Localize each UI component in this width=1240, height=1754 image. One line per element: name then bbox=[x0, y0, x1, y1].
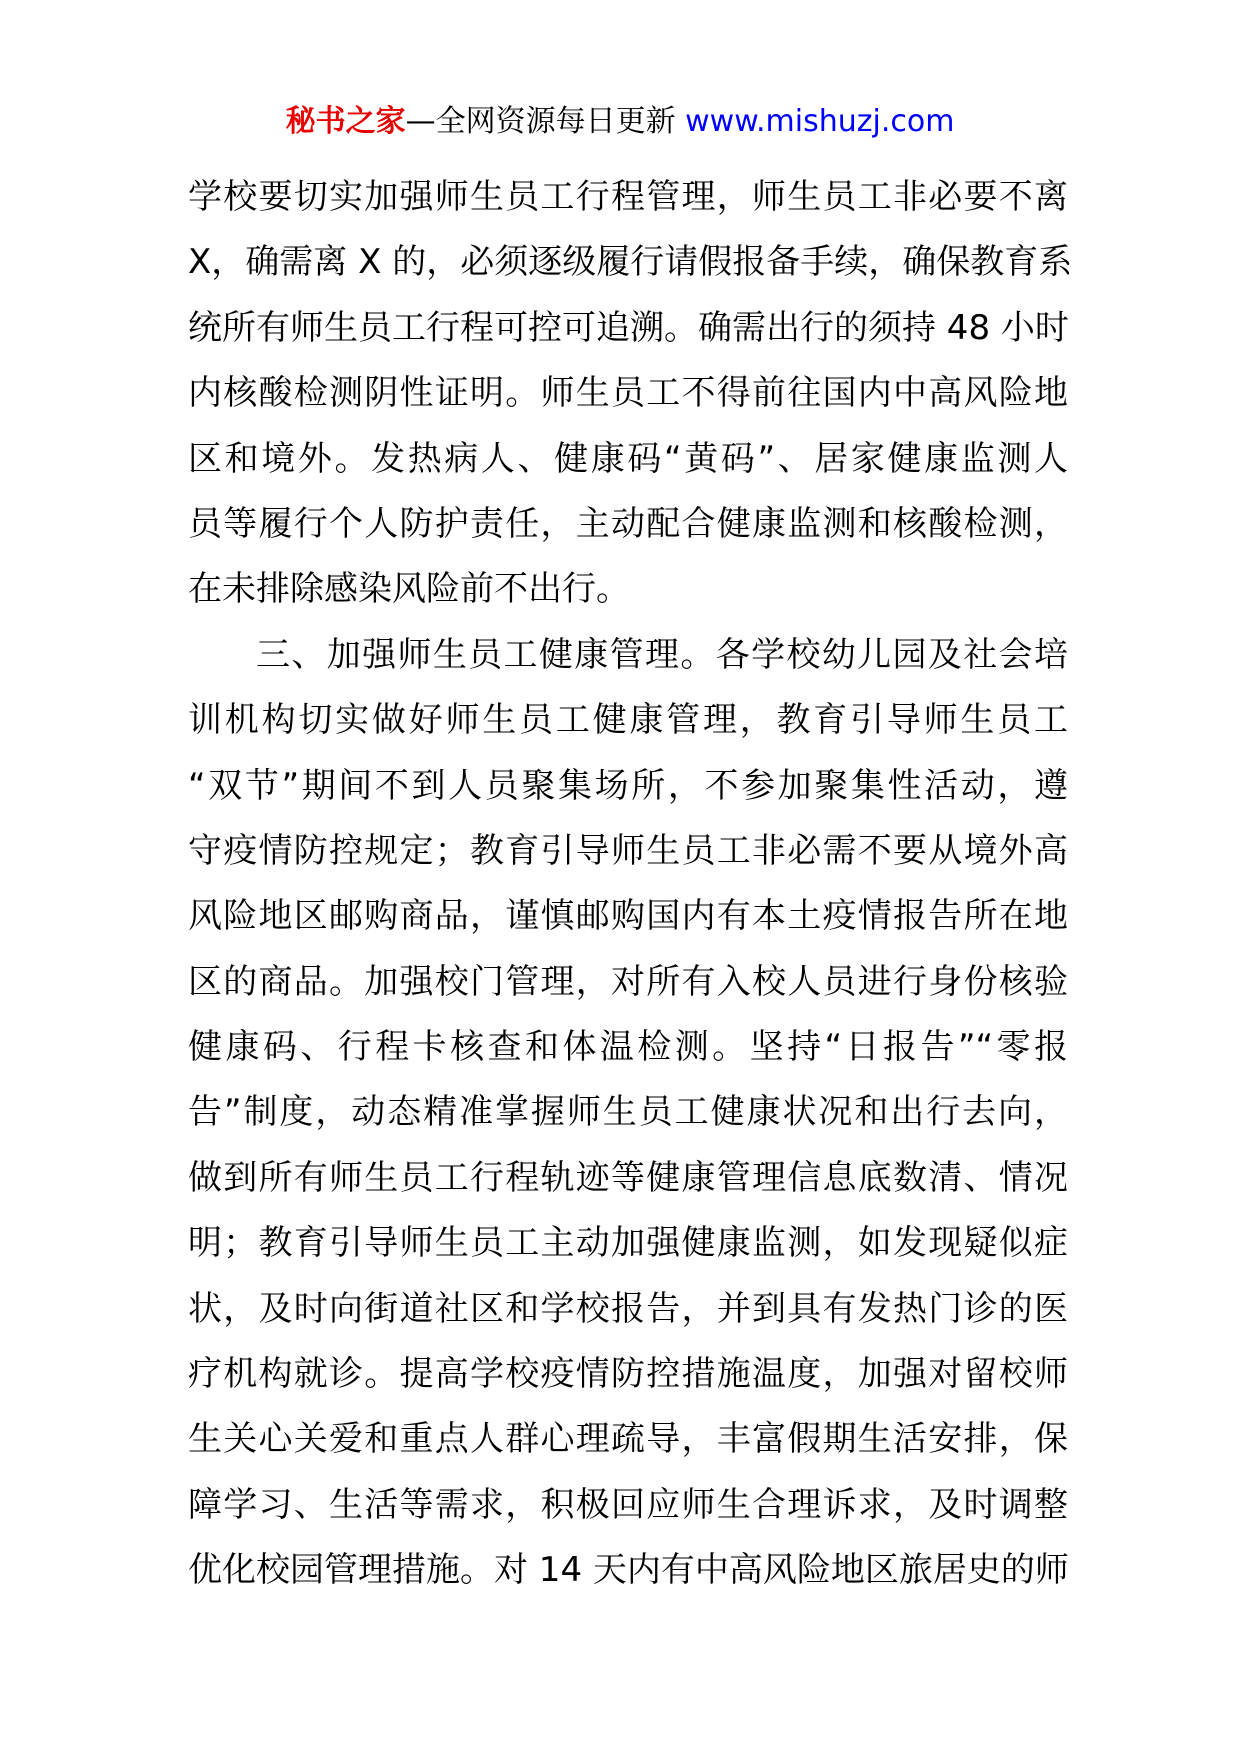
text-line: 状，及时向街道社区和学校报告，并到具有发热门诊的医 bbox=[188, 1288, 1068, 1329]
text-line: 员等履行个人防护责任，主动配合健康监测和核酸检测， bbox=[188, 503, 1068, 544]
text-line: X，确需离 X 的，必须逐级履行请假报备手续，确保教育系 bbox=[188, 242, 1073, 283]
text-line: 优化校园管理措施。对 14 天内有中高风险地区旅居史的师 bbox=[188, 1550, 1069, 1591]
text-line: 疗机构就诊。提高学校疫情防控措施温度，加强对留校师 bbox=[188, 1354, 1068, 1395]
text-line: 区的商品。加强校门管理，对所有入校人员进行身份核验 bbox=[188, 961, 1068, 1002]
text-line: 学校要切实加强师生员工行程管理，师生员工非必要不离 bbox=[188, 177, 1068, 217]
paragraph-2 bbox=[188, 623, 1068, 1604]
site-header bbox=[0, 100, 1240, 144]
text-line: 告”制度，动态精准掌握师生员工健康状况和出行去向， bbox=[188, 1092, 1068, 1133]
text-line: 风险地区邮购商品，谨慎邮购国内有本土疫情报告所在地 bbox=[188, 896, 1068, 937]
text-line: 训机构切实做好师生员工健康管理，教育引导师生员工 bbox=[188, 700, 1068, 741]
text-line: “双节”期间不到人员聚集场所，不参加聚集性活动，遵 bbox=[188, 765, 1068, 806]
site-tagline: —全网资源每日更新 bbox=[405, 104, 676, 139]
text-line: 明；教育引导师生员工主动加强健康监测，如发现疑似症 bbox=[188, 1223, 1068, 1264]
document-body bbox=[188, 165, 1073, 1604]
text-line: 区和境外。发热病人、健康码“黄码”、居家健康监测人 bbox=[188, 438, 1068, 479]
text-line: 在未排除感染风险前不出行。 bbox=[188, 569, 630, 610]
text-line: 障学习、生活等需求，积极回应师生合理诉求，及时调整 bbox=[188, 1484, 1068, 1525]
site-brand: 秘书之家 bbox=[285, 104, 406, 139]
site-url-link[interactable]: www.mishuzj.com bbox=[685, 104, 955, 139]
text-line: 健康码、行程卡核查和体温检测。坚持“日报告”“零报 bbox=[188, 1027, 1068, 1068]
text-line: 统所有师生员工行程可控可追溯。确需出行的须持 48 小时 bbox=[188, 307, 1069, 348]
text-line: 做到所有师生员工行程轨迹等健康管理信息底数清、情况 bbox=[188, 1157, 1068, 1198]
text-line: 守疫情防控规定；教育引导师生员工非必需不要从境外高 bbox=[188, 830, 1068, 871]
text-line: 生关心关爱和重点人群心理疏导，丰富假期生活安排，保 bbox=[188, 1419, 1068, 1460]
text-line: 三、加强师生员工健康管理。各学校幼儿园及社会培 bbox=[256, 634, 1068, 675]
text-line: 内核酸检测阴性证明。师生员工不得前往国内中高风险地 bbox=[188, 373, 1068, 414]
paragraph-1 bbox=[188, 165, 1073, 623]
